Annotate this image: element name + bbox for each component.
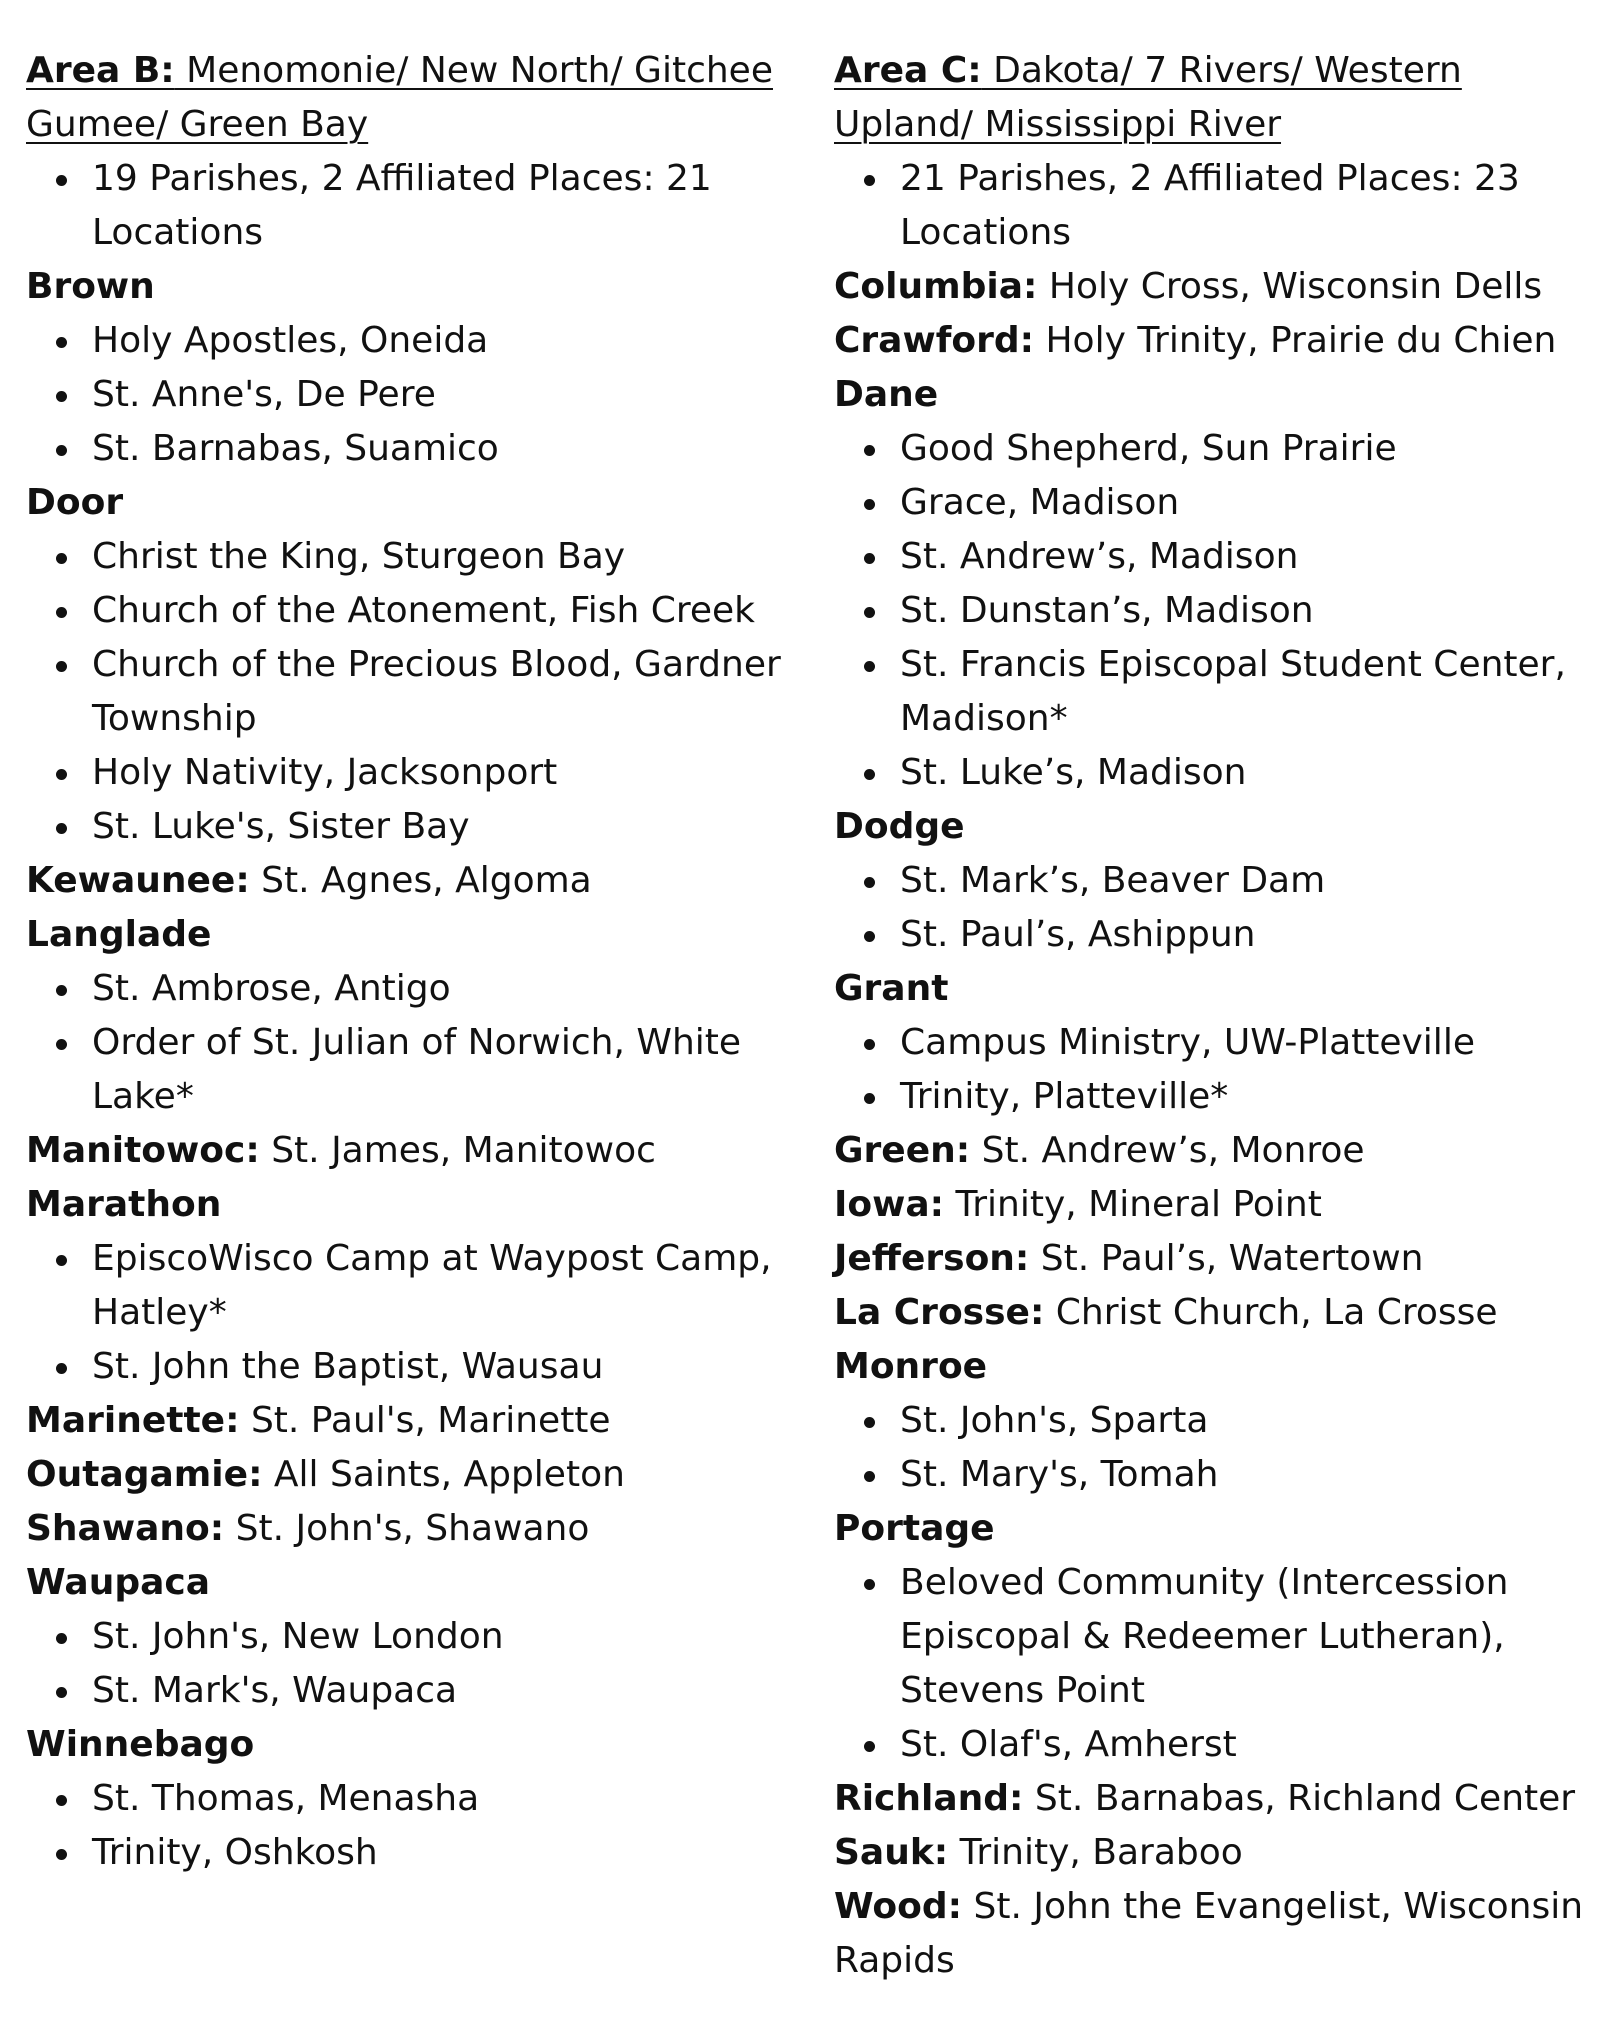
area-b-sections (26, 260, 826, 1880)
county-entry (26, 1124, 826, 1178)
county-entry (834, 1232, 1608, 1286)
parish-item (900, 1556, 1608, 1718)
county-parish: St. Barnabas, Richland Center (1023, 1778, 1576, 1819)
parish-name: St. Mark’s, Beaver Dam (900, 860, 1326, 901)
parish-list (834, 854, 1608, 962)
parish-name: Beloved Community (Intercession Episcopal & Redeemer Lutheran), Stevens Point (900, 1562, 1509, 1711)
parish-name: St. Luke’s, Madison (900, 752, 1247, 793)
county-entry (834, 1340, 1608, 1394)
county-name: Sauk: (834, 1832, 949, 1873)
county-entry (26, 1502, 826, 1556)
parish-list (26, 1232, 826, 1394)
parish-item (900, 1070, 1608, 1124)
area-c-heading (834, 44, 1608, 152)
parish-name: St. Luke's, Sister Bay (92, 806, 470, 847)
area-b-column (26, 44, 826, 1880)
parish-name: St. Andrew’s, Madison (900, 536, 1299, 577)
bullet-icon (864, 769, 875, 780)
parish-name: Christ the King, Sturgeon Bay (92, 536, 626, 577)
area-b-summary: 19 Parishes, 2 Affiliated Places: 21 Locations (92, 152, 826, 260)
county-name: Dodge (834, 806, 965, 847)
parish-name: Grace, Madison (900, 482, 1180, 523)
parish-item (900, 584, 1608, 638)
county-parish: All Saints, Appleton (262, 1454, 625, 1495)
parish-item (92, 368, 826, 422)
parish-item (92, 1232, 826, 1340)
bullet-icon (56, 553, 67, 564)
county-parish: St. John's, Shawano (224, 1508, 590, 1549)
parish-item (900, 476, 1608, 530)
bullet-icon (56, 1039, 67, 1050)
area-b-heading (26, 44, 826, 152)
parish-name: St. John the Baptist, Wausau (92, 1346, 604, 1387)
bullet-icon (864, 175, 875, 186)
parish-name: St. Ambrose, Antigo (92, 968, 451, 1009)
county-name: Marinette: (26, 1400, 240, 1441)
bullet-icon (56, 607, 67, 618)
bullet-icon (864, 1579, 875, 1590)
county-name: Kewaunee: (26, 860, 250, 901)
parish-name: St. Barnabas, Suamico (92, 428, 499, 469)
county-entry (26, 476, 826, 530)
county-parish: St. Andrew’s, Monroe (970, 1130, 1365, 1171)
parish-name: Campus Ministry, UW-Platteville (900, 1022, 1475, 1063)
bullet-icon (56, 769, 67, 780)
parish-name: Order of St. Julian of Norwich, White Lake* (92, 1022, 742, 1117)
county-entry (834, 962, 1608, 1016)
parish-item (92, 422, 826, 476)
parish-item (900, 1718, 1608, 1772)
area-c-title: Dakota/ 7 Rivers/ Western Upland/ Mississippi River (834, 50, 1462, 145)
parish-name: Holy Apostles, Oneida (92, 320, 489, 361)
bullet-icon (56, 1687, 67, 1698)
bullet-icon (56, 445, 67, 456)
bullet-icon (864, 553, 875, 564)
parish-list (26, 962, 826, 1124)
parish-item (92, 1016, 826, 1124)
parish-item (92, 1664, 826, 1718)
county-entry (834, 1772, 1608, 1826)
county-entry (834, 1124, 1608, 1178)
county-entry (834, 1880, 1608, 1988)
parish-list (834, 422, 1608, 800)
bullet-icon (56, 175, 67, 186)
county-entry (834, 800, 1608, 854)
parish-name: St. John's, New London (92, 1616, 504, 1657)
parish-name: St. Olaf's, Amherst (900, 1724, 1237, 1765)
county-parish: St. James, Manitowoc (259, 1130, 656, 1171)
bullet-icon (864, 1741, 875, 1752)
parish-item (900, 1016, 1608, 1070)
county-entry (834, 368, 1608, 422)
bullet-icon (56, 985, 67, 996)
bullet-icon (864, 877, 875, 888)
county-name: Langlade (26, 914, 212, 955)
bullet-icon (56, 1849, 67, 1860)
county-parish: St. Paul's, Marinette (239, 1400, 611, 1441)
parish-item (92, 962, 826, 1016)
bullet-icon (56, 661, 67, 672)
parish-name: Trinity, Oshkosh (92, 1832, 378, 1873)
bullet-icon (864, 1093, 875, 1104)
county-name: Winnebago (26, 1724, 255, 1765)
county-parish: Trinity, Mineral Point (944, 1184, 1322, 1225)
parish-item (92, 530, 826, 584)
bullet-icon (864, 1039, 875, 1050)
bullet-icon (864, 1471, 875, 1482)
parish-name: Holy Nativity, Jacksonport (92, 752, 558, 793)
parish-name: St. Francis Episcopal Student Center, Madison* (900, 644, 1566, 739)
bullet-icon (56, 391, 67, 402)
parish-item (92, 1772, 826, 1826)
county-entry (26, 1556, 826, 1610)
bullet-icon (864, 499, 875, 510)
bullet-icon (864, 445, 875, 456)
area-c-sections (834, 260, 1608, 1988)
parish-name: St. Anne's, De Pere (92, 374, 436, 415)
area-c-summary: 21 Parishes, 2 Affiliated Places: 23 Locations (900, 152, 1608, 260)
area-b-title: Menomonie/ New North/ Gitchee Gumee/ Green Bay (26, 50, 773, 145)
county-entry (834, 260, 1608, 314)
county-entry (834, 314, 1608, 368)
bullet-icon (864, 1417, 875, 1428)
county-entry (26, 1394, 826, 1448)
county-name: Monroe (834, 1346, 988, 1387)
county-name: Iowa: (834, 1184, 945, 1225)
county-parish: Trinity, Baraboo (948, 1832, 1243, 1873)
county-entry (26, 1718, 826, 1772)
parish-name: St. Dunstan’s, Madison (900, 590, 1314, 631)
county-name: Brown (26, 266, 155, 307)
county-entry (26, 260, 826, 314)
county-name: Jefferson: (834, 1238, 1030, 1279)
parish-name: Trinity, Platteville* (900, 1076, 1229, 1117)
parish-name: St. Thomas, Menasha (92, 1778, 480, 1819)
county-parish: Holy Cross, Wisconsin Dells (1037, 266, 1543, 307)
area-b-label: Area B: (26, 50, 175, 91)
parish-item (900, 422, 1608, 476)
bullet-icon (56, 1633, 67, 1644)
parish-item (92, 638, 826, 746)
county-name: Door (26, 482, 124, 523)
county-entry (26, 1448, 826, 1502)
bullet-icon (56, 823, 67, 834)
parish-name: St. Mark's, Waupaca (92, 1670, 458, 1711)
area-c-label: Area C: (834, 50, 982, 91)
area-b-summary-list (26, 152, 826, 260)
parish-item (92, 314, 826, 368)
bullet-icon (56, 337, 67, 348)
county-entry (26, 1178, 826, 1232)
area-c-summary-list (834, 152, 1608, 260)
parish-item (92, 1340, 826, 1394)
county-name: Dane (834, 374, 939, 415)
area-c-column (834, 44, 1608, 1988)
county-name: Crawford: (834, 320, 1035, 361)
county-name: Green: (834, 1130, 971, 1171)
county-entry (26, 908, 826, 962)
county-name: La Crosse: (834, 1292, 1045, 1333)
parish-name: Church of the Atonement, Fish Creek (92, 590, 756, 631)
parish-item (900, 638, 1608, 746)
parish-list (26, 530, 826, 854)
parish-item (92, 800, 826, 854)
parish-list (26, 1610, 826, 1718)
parish-list (26, 1772, 826, 1880)
bullet-icon (864, 661, 875, 672)
county-parish: St. Paul’s, Watertown (1029, 1238, 1424, 1279)
parish-item (92, 584, 826, 638)
bullet-icon (864, 607, 875, 618)
county-parish: St. John the Evangelist, Wisconsin Rapids (834, 1886, 1584, 1981)
parish-item (900, 854, 1608, 908)
parish-item (92, 746, 826, 800)
county-name: Manitowoc: (26, 1130, 260, 1171)
county-entry (834, 1826, 1608, 1880)
parish-name: St. Mary's, Tomah (900, 1454, 1219, 1495)
parish-item (900, 1448, 1608, 1502)
bullet-icon (56, 1363, 67, 1374)
bullet-icon (864, 931, 875, 942)
parish-list (834, 1556, 1608, 1772)
county-entry (26, 854, 826, 908)
bullet-icon (56, 1255, 67, 1266)
county-name: Richland: (834, 1778, 1024, 1819)
parish-item (900, 1394, 1608, 1448)
bullet-icon (56, 1795, 67, 1806)
parish-name: Church of the Precious Blood, Gardner Township (92, 644, 781, 739)
parish-item (92, 1610, 826, 1664)
county-name: Marathon (26, 1184, 222, 1225)
parish-name: St. Paul’s, Ashippun (900, 914, 1256, 955)
county-entry (834, 1286, 1608, 1340)
county-parish: Holy Trinity, Prairie du Chien (1034, 320, 1557, 361)
county-entry (834, 1502, 1608, 1556)
parish-item (900, 746, 1608, 800)
parish-item (900, 908, 1608, 962)
county-name: Columbia: (834, 266, 1038, 307)
parish-list (26, 314, 826, 476)
county-entry (834, 1178, 1608, 1232)
parish-item (900, 530, 1608, 584)
parish-name: Good Shepherd, Sun Prairie (900, 428, 1397, 469)
county-name: Grant (834, 968, 949, 1009)
parish-list (834, 1016, 1608, 1124)
parish-list (834, 1394, 1608, 1502)
county-name: Waupaca (26, 1562, 211, 1603)
county-name: Wood: (834, 1886, 963, 1927)
parish-name: St. John's, Sparta (900, 1400, 1209, 1441)
county-parish: St. Agnes, Algoma (249, 860, 592, 901)
county-name: Portage (834, 1508, 995, 1549)
parish-name: EpiscoWisco Camp at Waypost Camp, Hatley* (92, 1238, 772, 1333)
county-parish: Christ Church, La Crosse (1044, 1292, 1498, 1333)
county-name: Outagamie: (26, 1454, 263, 1495)
parish-item (92, 1826, 826, 1880)
county-name: Shawano: (26, 1508, 225, 1549)
